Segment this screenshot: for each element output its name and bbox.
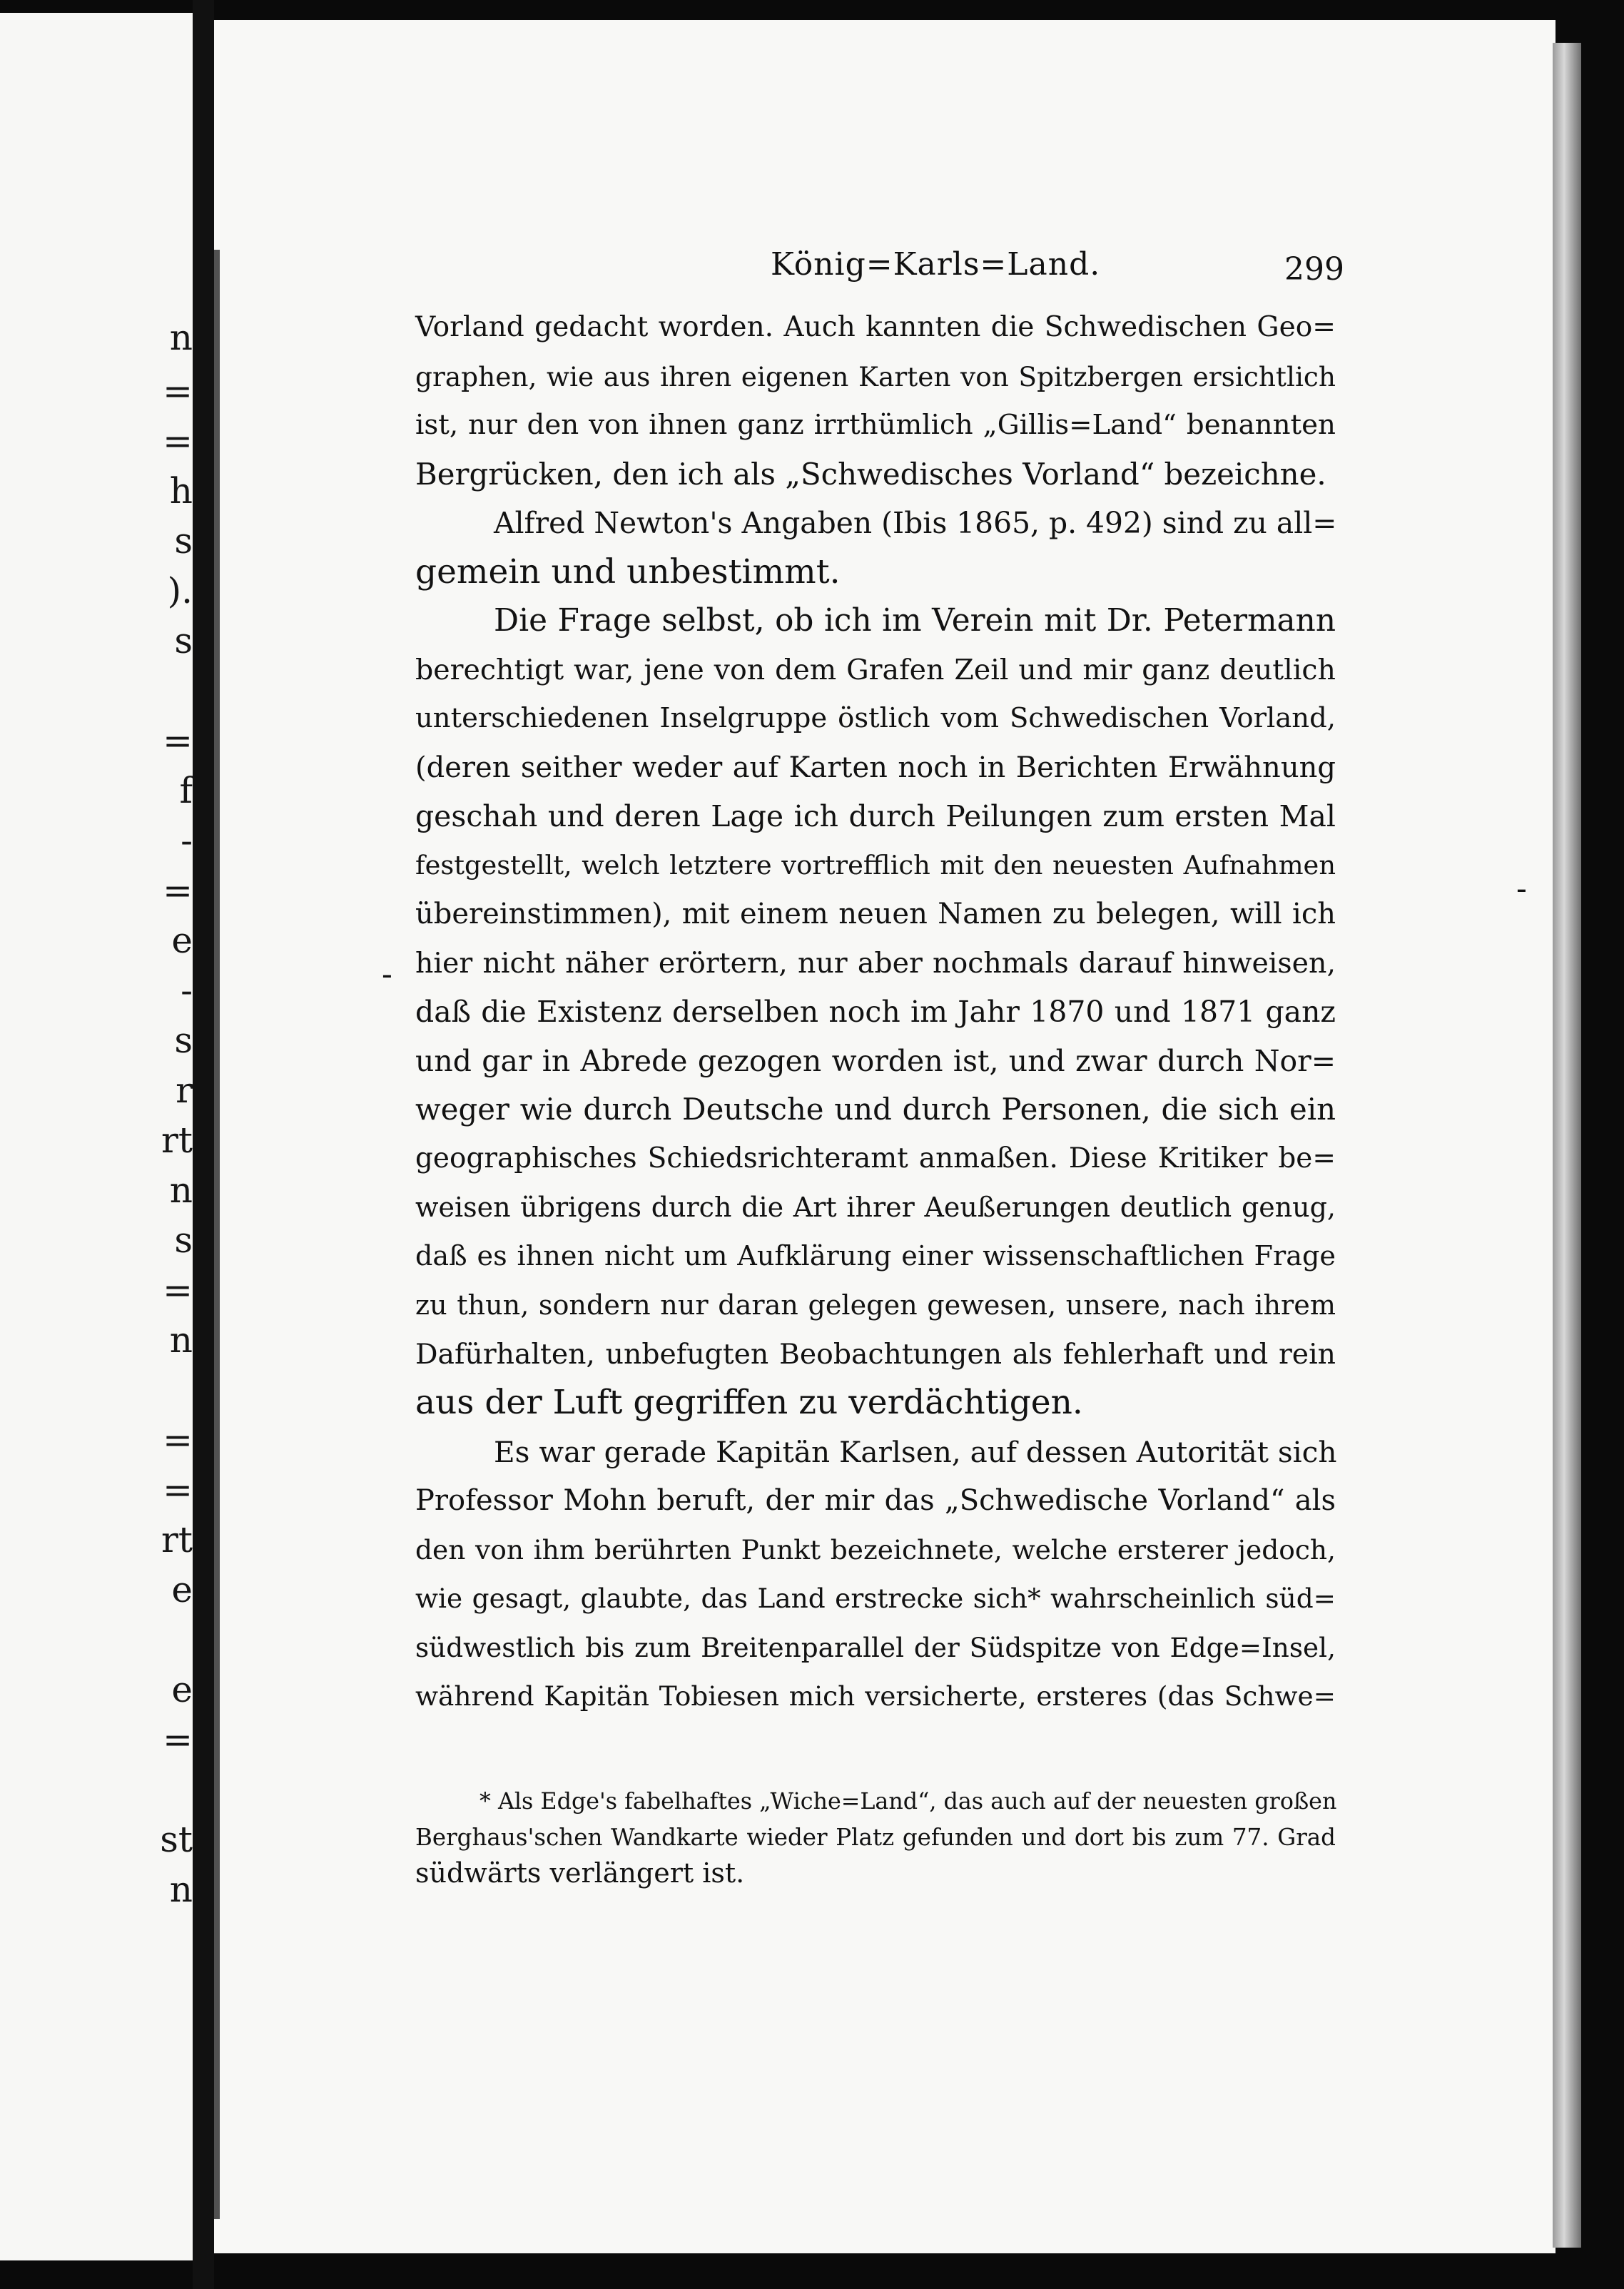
left-page-fragment: n bbox=[169, 1869, 193, 1910]
margin-mark: - bbox=[382, 956, 392, 993]
text-line: weisen übrigens durch die Art ihrer Aeußerungen deutlich genug, bbox=[415, 1192, 1336, 1223]
left-page-fragment: n bbox=[169, 1319, 193, 1361]
left-page-fragment: - bbox=[181, 970, 193, 1011]
text-line: den von ihm berührten Punkt bezeichnete, welche ersterer jedoch, bbox=[415, 1533, 1336, 1565]
left-page-fragment: r bbox=[176, 1070, 193, 1111]
body-text bbox=[415, 303, 1336, 1721]
left-page-fragment: e bbox=[171, 920, 193, 961]
left-page-fragment: = bbox=[163, 1469, 193, 1511]
text-line: Die Frage selbst, ob ich im Verein mit Dr. Petermann bbox=[494, 602, 1336, 639]
left-page-fragment: e bbox=[171, 1569, 193, 1610]
text-line: südwestlich bis zum Breitenparallel der Südspitze von Edge=Insel, bbox=[415, 1631, 1336, 1663]
text-line: Es war gerade Kapitän Karlsen, auf dessen Autorität sich bbox=[494, 1434, 1337, 1469]
left-page-fragment: f bbox=[179, 770, 193, 811]
left-page-fragment: = bbox=[163, 1419, 193, 1461]
left-page-fragment: s bbox=[174, 620, 193, 661]
text-line: Alfred Newton's Angaben (Ibis 1865, p. 492) sind zu all= bbox=[494, 506, 1337, 540]
left-facing-page bbox=[0, 13, 193, 2260]
left-page-fragment: s bbox=[174, 1020, 193, 1061]
text-line: geschah und deren Lage ich durch Peilungen zum ersten Mal bbox=[415, 799, 1336, 833]
left-page-fragment: e bbox=[171, 1669, 193, 1710]
text-line: wie gesagt, glaubte, das Land erstrecke sich* wahrscheinlich süd= bbox=[415, 1583, 1336, 1614]
left-page-fragment: rt bbox=[161, 1120, 193, 1161]
margin-shadow bbox=[214, 250, 220, 2219]
text-line: daß die Existenz derselben noch im Jahr 1870 und 1871 ganz bbox=[415, 995, 1336, 1029]
text-line: zu thun, sondern nur daran gelegen gewesen, unsere, nach ihrem bbox=[415, 1289, 1336, 1321]
text-line: übereinstimmen), mit einem neuen Namen zu belegen, will ich bbox=[415, 898, 1336, 930]
text-line: graphen, wie aus ihren eigenen Karten von Spitzbergen ersichtlich bbox=[415, 360, 1336, 392]
book-gutter bbox=[193, 0, 214, 2289]
page-edge bbox=[1553, 43, 1581, 2248]
margin-mark: - bbox=[1516, 871, 1527, 907]
text-line: Professor Mohn beruft, der mir das „Schwedische Vorland“ als bbox=[415, 1484, 1336, 1517]
left-page-fragment: n bbox=[169, 1169, 193, 1211]
left-page-fragment: s bbox=[174, 520, 193, 562]
text-line: (deren seither weder auf Karten noch in Berichten Erwähnung bbox=[415, 751, 1336, 784]
text-line: berechtigt war, jene von dem Grafen Zeil und mir ganz deutlich bbox=[415, 653, 1336, 686]
text-line: gemein und unbestimmt. bbox=[415, 552, 841, 592]
footnote bbox=[415, 1784, 1336, 1891]
left-page-fragment: h bbox=[169, 470, 193, 512]
left-page-fragment: - bbox=[181, 820, 193, 861]
left-page-fragment: = bbox=[163, 720, 193, 761]
left-page-fragment: s bbox=[174, 1219, 193, 1261]
text-line: Vorland gedacht worden. Auch kannten die Schwedischen Geo= bbox=[415, 311, 1336, 343]
footnote-line: Berghaus'schen Wandkarte wieder Platz gefunden und dort bis zum 77. Grad bbox=[415, 1824, 1336, 1851]
text-line: unterschiedenen Inselgruppe östlich vom Schwedischen Vorland, bbox=[415, 702, 1336, 734]
running-title: König=Karls=Land. bbox=[771, 246, 1101, 283]
text-line: und gar in Abrede gezogen worden ist, und zwar durch Nor= bbox=[415, 1043, 1336, 1078]
text-line: Bergrücken, den ich als „Schwedisches Vorland“ bezeichne. bbox=[415, 456, 1326, 492]
text-line: während Kapitän Tobiesen mich versicherte, ersteres (das Schwe= bbox=[415, 1680, 1336, 1712]
left-page-fragment: = bbox=[163, 1719, 193, 1760]
text-line: festgestellt, welch letztere vortrefflich mit den neuesten Aufnahmen bbox=[415, 849, 1336, 880]
left-page-fragment: rt bbox=[161, 1519, 193, 1560]
text-line: weger wie durch Deutsche und durch Personen, die sich ein bbox=[415, 1092, 1336, 1127]
text-line: aus der Luft gegriffen zu verdächtigen. bbox=[415, 1383, 1083, 1422]
footnote-line: südwärts verlängert ist. bbox=[415, 1857, 745, 1889]
text-line: Dafürhalten, unbefugten Beobachtungen als fehlerhaft und rein bbox=[415, 1337, 1336, 1371]
footnote-line: * Als Edge's fabelhaftes „Wiche=Land“, das auch auf der neuesten großen bbox=[479, 1789, 1337, 1815]
left-page-fragment: = bbox=[163, 1269, 193, 1311]
text-line: daß es ihnen nicht um Aufklärung einer wissenschaftlichen Frage bbox=[415, 1240, 1336, 1272]
text-line: geographisches Schiedsrichteramt anmaßen. Diese Kritiker be= bbox=[415, 1142, 1336, 1174]
text-line: hier nicht näher erörtern, nur aber nochmals darauf hinweisen, bbox=[415, 946, 1336, 980]
left-page-fragment: st bbox=[160, 1819, 193, 1860]
text-line: ist, nur den von ihnen ganz irrthümlich „Gillis=Land“ benannten bbox=[415, 409, 1336, 441]
left-page-fragment: = bbox=[163, 870, 193, 911]
page-number: 299 bbox=[1284, 251, 1344, 288]
left-page-fragment: n bbox=[169, 317, 193, 358]
left-page-fragment: ). bbox=[167, 570, 193, 611]
left-page-fragment: = bbox=[163, 370, 193, 412]
left-page-fragment: = bbox=[163, 420, 193, 462]
